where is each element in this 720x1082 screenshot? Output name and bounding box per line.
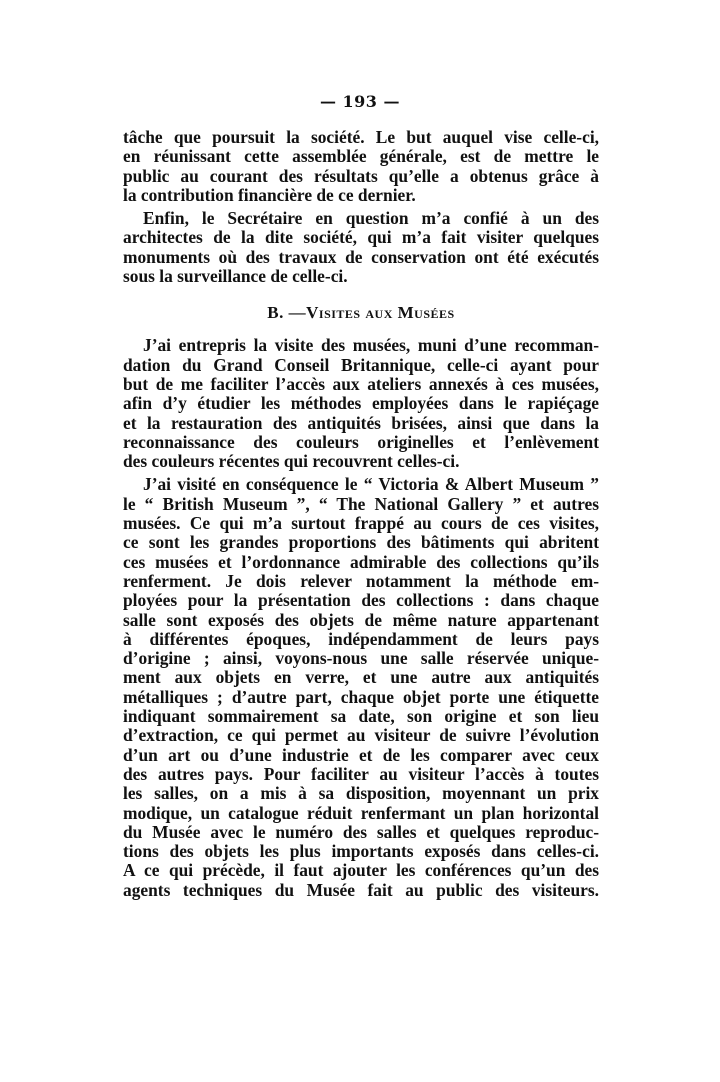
text-line: d’un art ou d’une industrie et de les comparer avec ceux <box>123 744 599 765</box>
paragraph-2 <box>123 209 599 286</box>
text-line: modique, un catalogue réduit renfermant un plan horizontal <box>123 802 599 823</box>
text-line: la contribution financière de ce dernier. <box>123 184 416 205</box>
paragraph-3 <box>123 336 599 471</box>
text-line: et la restauration des antiquités brisées, ainsi que dans la <box>123 412 599 433</box>
paragraph-4 <box>123 475 599 900</box>
text-line: tâche que poursuit la société. Le but auquel vise celle-ci, <box>123 127 599 147</box>
text-line: du Musée avec le numéro des salles et quelques reproduc- <box>123 821 599 842</box>
text-line: des couleurs récentes qui recouvrent celles-ci. <box>123 451 460 472</box>
text-line: métalliques ; d’autre part, chaque objet porte une étiquette <box>123 686 599 707</box>
text-line: Enfin, le Secrétaire en question m’a confié à un des <box>143 208 599 229</box>
text-line: dation du Grand Conseil Britannique, celle-ci ayant pour <box>123 354 599 375</box>
text-line: salle sont exposés des objets de même nature appartenant <box>123 609 599 630</box>
text-line: d’origine ; ainsi, voyons-nous une salle réservée unique- <box>123 648 599 669</box>
paragraph-1 <box>123 128 599 205</box>
text-line: reconnaissance des couleurs originelles et l’enlèvement <box>123 431 599 452</box>
text-line: J’ai visité en conséquence le “ Victoria & Albert Museum ” <box>143 474 599 495</box>
text-line: architectes de la dite société, qui m’a fait visiter quelques <box>123 227 599 248</box>
text-line: A ce qui précède, il faut ajouter les conférences qu’un des <box>123 860 599 881</box>
page-body <box>123 128 599 900</box>
text-line: à différentes époques, indépendamment de leurs pays <box>123 628 599 649</box>
text-line: agents techniques du Musée fait au public des visiteurs. <box>123 879 599 900</box>
section-heading: B. —Visites aux Musées <box>267 303 455 323</box>
text-line: ment aux objets en verre, et une autre aux antiquités <box>123 667 599 688</box>
text-line: d’extraction, ce qui permet au visiteur de suivre l’évolution <box>123 725 599 746</box>
text-line: des autres pays. Pour faciliter au visiteur l’accès à toutes <box>123 763 599 784</box>
text-line: le “ British Museum ”, “ The National Gallery ” et autres <box>123 493 599 514</box>
text-line: ce sont les grandes proportions des bâtiments qui abritent <box>123 532 599 553</box>
text-line: ployées pour la présentation des collections : dans chaque <box>123 590 599 611</box>
text-line: tions des objets les plus importants exposés dans celles-ci. <box>123 841 599 862</box>
text-line: ces musées et l’ordonnance admirable des collections qu’ils <box>123 551 599 572</box>
text-line: J’ai entrepris la visite des musées, muni d’une recomman- <box>143 335 599 356</box>
text-line: public au courant des résultats qu’elle a obtenus grâce à <box>123 165 599 186</box>
text-line: les salles, on a mis à sa disposition, moyennant un prix <box>123 783 599 804</box>
text-line: indiquant sommairement sa date, son origine et son lieu <box>123 706 599 727</box>
text-line: sous la surveillance de celle-ci. <box>123 266 348 287</box>
page-number: — 193 — <box>319 92 401 111</box>
text-line: musées. Ce qui m’a surtout frappé au cours de ces visites, <box>123 513 599 534</box>
text-line: but de me faciliter l’accès aux ateliers annexés à ces musées, <box>123 373 599 394</box>
text-line: monuments où des travaux de conservation ont été exécutés <box>123 246 599 267</box>
text-line: en réunissant cette assemblée générale, est de mettre le <box>123 146 599 167</box>
text-line: afin d’y étudier les méthodes employées dans le rapiéçage <box>123 393 599 414</box>
text-line: renferment. Je dois relever notamment la méthode em- <box>123 570 599 591</box>
